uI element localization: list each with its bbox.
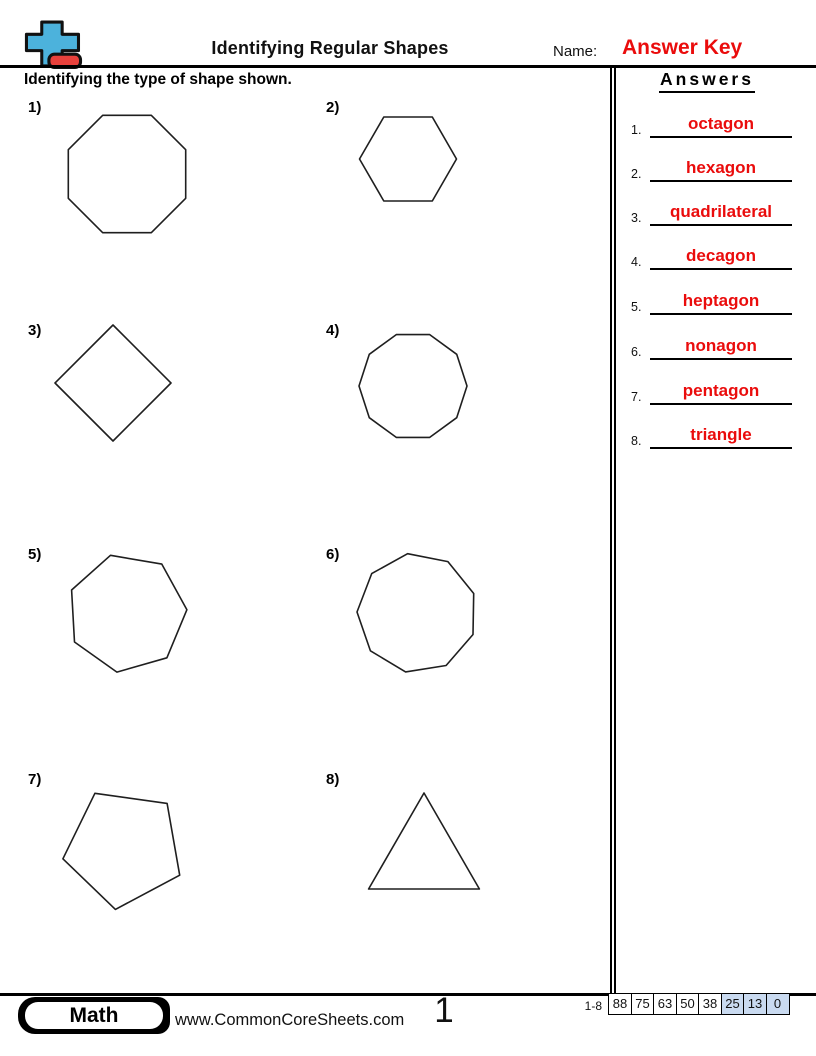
- answer-blank-line: [650, 246, 792, 270]
- score-cell: 0: [766, 993, 790, 1015]
- name-label: Name:: [553, 43, 598, 60]
- answer-blank-line: [650, 336, 792, 360]
- answer-number: 1.: [631, 123, 642, 137]
- score-cell: 25: [721, 993, 745, 1015]
- shape-nonagon: [357, 554, 474, 672]
- page-title: Identifying Regular Shapes: [211, 38, 449, 58]
- problem-label-heptagon: 5): [28, 546, 42, 563]
- website-text: www.CommonCoreSheets.com: [175, 1011, 405, 1029]
- answer-text: octagon: [687, 114, 755, 133]
- score-range-label: 1-8: [584, 999, 602, 1013]
- answer-text: hexagon: [686, 158, 756, 177]
- answer-blank-line: [650, 381, 792, 405]
- problem-label-octagon: 1): [28, 99, 42, 116]
- shape-hexagon: [360, 117, 457, 201]
- answer-number: 6.: [631, 345, 642, 359]
- answer-row: [622, 377, 792, 405]
- answer-text: nonagon: [685, 336, 757, 355]
- answer-text: heptagon: [682, 291, 760, 310]
- shape-heptagon: [72, 555, 187, 672]
- shape-octagon: [68, 115, 185, 232]
- score-cell: 88: [608, 993, 632, 1015]
- answer-number: 3.: [631, 211, 642, 225]
- score-cell: 50: [676, 993, 700, 1015]
- answer-row: [622, 154, 792, 182]
- page-number: 1: [434, 991, 454, 1030]
- problem-label-triangle: 8): [326, 771, 340, 788]
- answer-text: triangle: [690, 425, 752, 444]
- problem-label-hexagon: 2): [326, 99, 340, 116]
- shape-quadrilateral: [55, 325, 171, 441]
- score-cell: 38: [698, 993, 722, 1015]
- instruction-text: Identifying the type of shape shown.: [24, 71, 292, 88]
- answer-text: decagon: [686, 246, 756, 265]
- answers-title-text: Answers: [659, 69, 755, 93]
- shape-decagon: [359, 335, 467, 438]
- problem-label-nonagon: 6): [326, 546, 340, 563]
- answer-blank-line: [650, 291, 792, 315]
- answer-text: quadrilateral: [669, 202, 773, 221]
- answer-row: [622, 242, 792, 270]
- answer-number: 2.: [631, 167, 642, 181]
- answer-text: pentagon: [682, 381, 760, 400]
- score-cell: 13: [743, 993, 767, 1015]
- shape-pentagon: [63, 793, 180, 909]
- subject-badge-label: Math: [25, 1002, 163, 1029]
- score-cell: 75: [631, 993, 655, 1015]
- answer-blank-line: [650, 425, 792, 449]
- answer-key-label: Answer Key: [622, 36, 743, 59]
- answer-blank-line: [650, 158, 792, 182]
- problem-label-quadrilateral: 3): [28, 322, 42, 339]
- answers-panel-title: [622, 69, 792, 93]
- answer-row: [622, 198, 792, 226]
- score-cell: 63: [653, 993, 677, 1015]
- subject-badge: [18, 997, 170, 1034]
- answer-number: 7.: [631, 390, 642, 404]
- answer-row: [622, 421, 792, 449]
- answer-blank-line: [650, 202, 792, 226]
- shape-triangle: [369, 793, 480, 889]
- answer-blank-line: [650, 114, 792, 138]
- answer-number: 5.: [631, 300, 642, 314]
- answer-row: [622, 110, 792, 138]
- answer-row: [622, 287, 792, 315]
- problem-label-decagon: 4): [326, 322, 340, 339]
- answer-row: [622, 332, 792, 360]
- answer-number: 4.: [631, 255, 642, 269]
- answer-number: 8.: [631, 434, 642, 448]
- score-table: [608, 993, 790, 1015]
- problem-label-pentagon: 7): [28, 771, 42, 788]
